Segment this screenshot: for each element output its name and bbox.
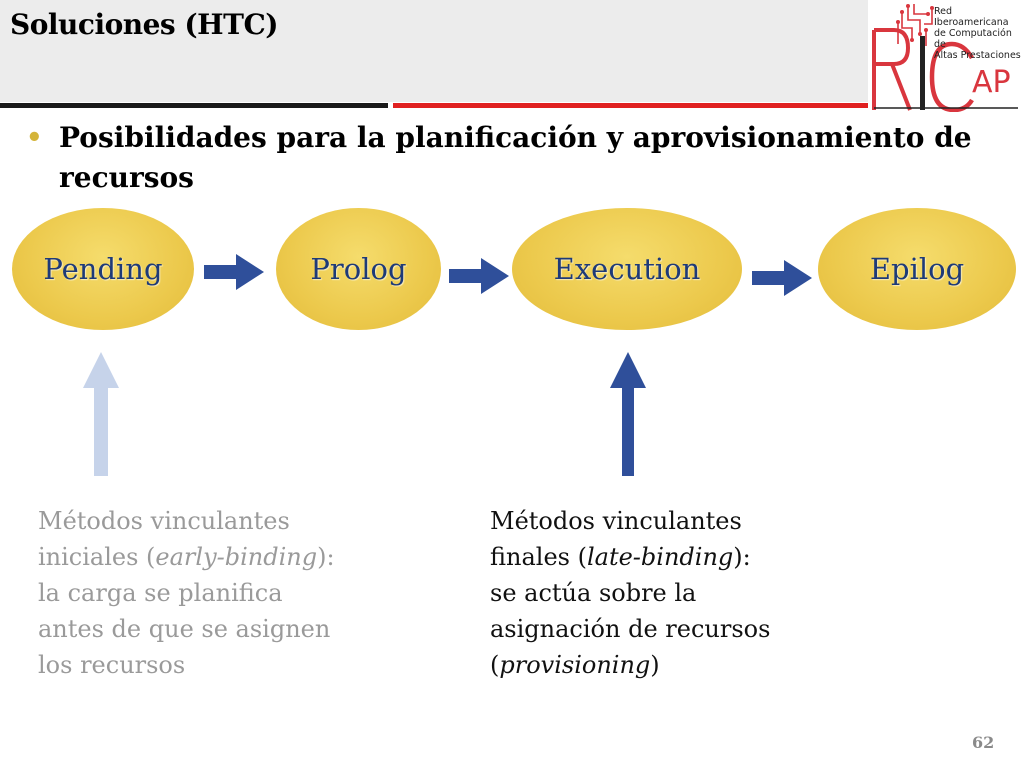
ricap-logo <box>868 0 1024 112</box>
note-text: finales ( <box>490 543 587 571</box>
note-line: los recursos <box>38 651 186 679</box>
bullet-text: Posibilidades para la planificación y aprovisionamiento de recursos <box>59 121 972 194</box>
arrow-up-icon <box>609 352 647 478</box>
note-line <box>38 539 398 575</box>
note-line: Métodos vinculantes <box>490 507 742 535</box>
note-late-binding <box>490 503 850 683</box>
note-line: la carga se planifica <box>38 579 283 607</box>
note-line: se actúa sobre la <box>490 579 697 607</box>
arrow-right-icon <box>204 252 266 292</box>
note-line <box>490 539 850 575</box>
logo-line: Red Iberoamericana <box>934 6 1009 28</box>
ricap-logo-caption <box>934 6 1024 61</box>
stage-epilog: Epilog <box>818 208 1016 330</box>
note-term: early-binding <box>155 543 318 571</box>
header-rule-black <box>0 103 388 108</box>
note-text: iniciales ( <box>38 543 156 571</box>
logo-line: Altas Prestaciones <box>934 50 1021 61</box>
logo-line: de Computación de <box>934 28 1012 50</box>
stage-prolog: Prolog <box>276 208 441 330</box>
header-rule-red <box>393 103 868 108</box>
note-line <box>490 647 850 683</box>
note-term: late-binding <box>586 543 734 571</box>
note-line: asignación de recursos <box>490 615 771 643</box>
note-term: provisioning <box>499 651 651 679</box>
slide-title: Soluciones (HTC) <box>10 8 279 41</box>
arrow-right-icon <box>752 258 814 298</box>
stage-pending: Pending <box>12 208 194 330</box>
svg-text:AP: AP <box>972 65 1011 100</box>
stage-execution: Execution <box>512 208 742 330</box>
note-line: Métodos vinculantes <box>38 507 290 535</box>
note-line: antes de que se asignen <box>38 615 331 643</box>
arrow-up-faded-icon <box>82 352 120 478</box>
note-text: ): <box>733 543 751 571</box>
note-early-binding <box>38 503 398 683</box>
note-text: ): <box>317 543 335 571</box>
bullet-dot-icon: • <box>26 123 43 153</box>
page-number: 62 <box>972 733 995 752</box>
note-text: ) <box>650 651 660 679</box>
arrow-right-icon <box>449 256 511 296</box>
note-text: ( <box>490 651 500 679</box>
